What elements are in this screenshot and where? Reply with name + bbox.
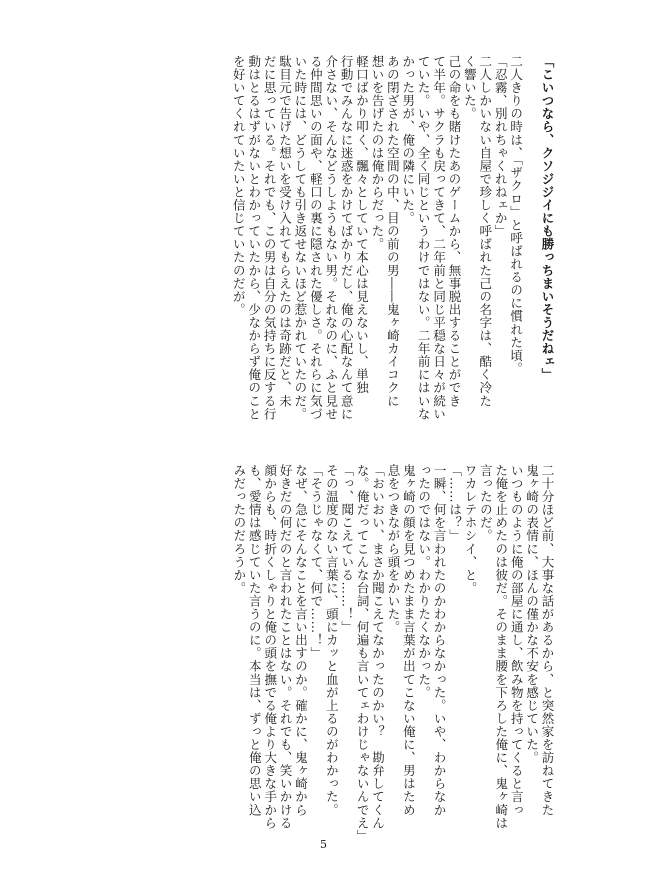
text-line: 介さない、そんなどうしようもない男。それなのに、ふと見せ xyxy=(323,55,339,421)
text-line: る仲間思いの面や、軽口の裏に隠された優しさ。それらに気づ xyxy=(308,55,324,421)
text-line: 「そうじゃなくて、何で……！」 xyxy=(308,464,324,660)
text-line: ワカレテホシイ、と。 xyxy=(462,464,478,595)
text-line: も、愛情は感じていた言うのに。本当は、ずっと俺の思い込 xyxy=(247,464,263,817)
text-line: だに思っている。それでも、この男は自分の気持ちに反する行 xyxy=(262,55,278,421)
text-line: その温度のない言葉に、頭にカッと血が上るのがわかった。 xyxy=(324,464,340,817)
text-line: 「忍霧、別れちゃくれねェか」 xyxy=(493,55,509,238)
text-line: 軽口ばかり叩く、飄々としていて本心は見えないし、単独 xyxy=(354,55,370,395)
text-line: 二人きりの時は、「ザクロ」と呼ばれるのに慣れた頃。 xyxy=(508,55,524,375)
text-line: て半年。サクラも戻ってきて、二年前と同じ平穏な日々が続い xyxy=(431,55,447,421)
text-line: ったのではない。わかりたくなかった。 xyxy=(416,464,432,699)
text-line: た俺を止めたのは彼だ。そのまま腰を下ろした俺に、鬼ヶ崎は xyxy=(493,464,509,830)
text-line: いつものように俺の部屋に通し、飲み物を持ってくると言っ xyxy=(509,464,525,817)
text-line: あの閉ざされた空間の中、目の前の男――鬼ヶ崎カイコクに xyxy=(385,55,401,408)
text-line: な。俺だってこんな台詞、何遍も言いてェわけじゃないんでえ」 xyxy=(355,464,371,843)
text-line: 「……は？」 xyxy=(447,464,463,543)
text-line: 駄目元で告げた想いを受け入れてもらえたのは奇跡だと、未 xyxy=(277,55,293,408)
page-number: 5 xyxy=(320,838,327,851)
text-line: 顔からも、時折くしゃりと俺の頭を撫でる俺より大きな手から xyxy=(262,464,278,830)
text-line: みだったのだろうか。 xyxy=(231,464,247,595)
lower-text-block xyxy=(231,464,555,843)
text-line: いた時には、どうしても引き返せないほど惹かれていたのだ。 xyxy=(292,55,308,421)
text-line: 鬼ヶ崎の表情に、ほんの僅かな不安を感じていた。 xyxy=(524,464,540,765)
text-line: を好いてくれていたいと信じていたのだが。 xyxy=(231,55,247,316)
text-line: 二十分ほど前、大事な話があるから、と突然家を訪ねてきた xyxy=(540,464,555,817)
text-line: なぜ、急にそんなことを言い出すのか。確かに、鬼ヶ崎から xyxy=(293,464,309,817)
text-line: 行動でみんなに迷惑をかけてばかりだし、俺の心配なんて意に xyxy=(339,55,355,421)
text-line: 一瞬、何を言われたのかわからなかった。いや、わからなか xyxy=(432,464,448,817)
text-line: 「っ、聞こえている……！」 xyxy=(339,464,355,634)
text-line: 二人しかいない自屋で珍しく呼ばれた己の名字は、酷く冷た xyxy=(477,55,493,408)
text-line: 「おいおい、まさか聞こえてなかったのかい？ 勘弁してくん xyxy=(370,464,386,830)
section-title: 「こいつなら、クソジジイにも勝っちまいそうだねェ」 xyxy=(540,55,555,382)
text-line: 言ったのだ。 xyxy=(478,464,494,543)
text-line: 鬼ヶ崎の顔を見つめたまま言葉が出てこない俺に、男はため xyxy=(401,464,417,817)
text-line: 好きだの何だのと言われたことはない。それでも、笑いかける xyxy=(278,464,294,830)
text-line: く響いた。 xyxy=(462,55,478,121)
text-line: かった男が、俺の隣にいた。 xyxy=(400,55,416,225)
text-line: 動はとるはずがないとわかっていたから、少なからず俺のこと xyxy=(246,55,262,421)
text-line: 息をつきながら頭をかいた。 xyxy=(385,464,401,634)
text-line: ていた。いや、全く同じというわけではない。二年前にはいな xyxy=(416,55,432,421)
upper-text-block xyxy=(231,55,555,421)
text-line: 己の命をも賭けたあのゲームから、無事脱出することができ xyxy=(446,55,462,408)
text-line: 想いを告げたのは俺からだった。 xyxy=(369,55,385,251)
